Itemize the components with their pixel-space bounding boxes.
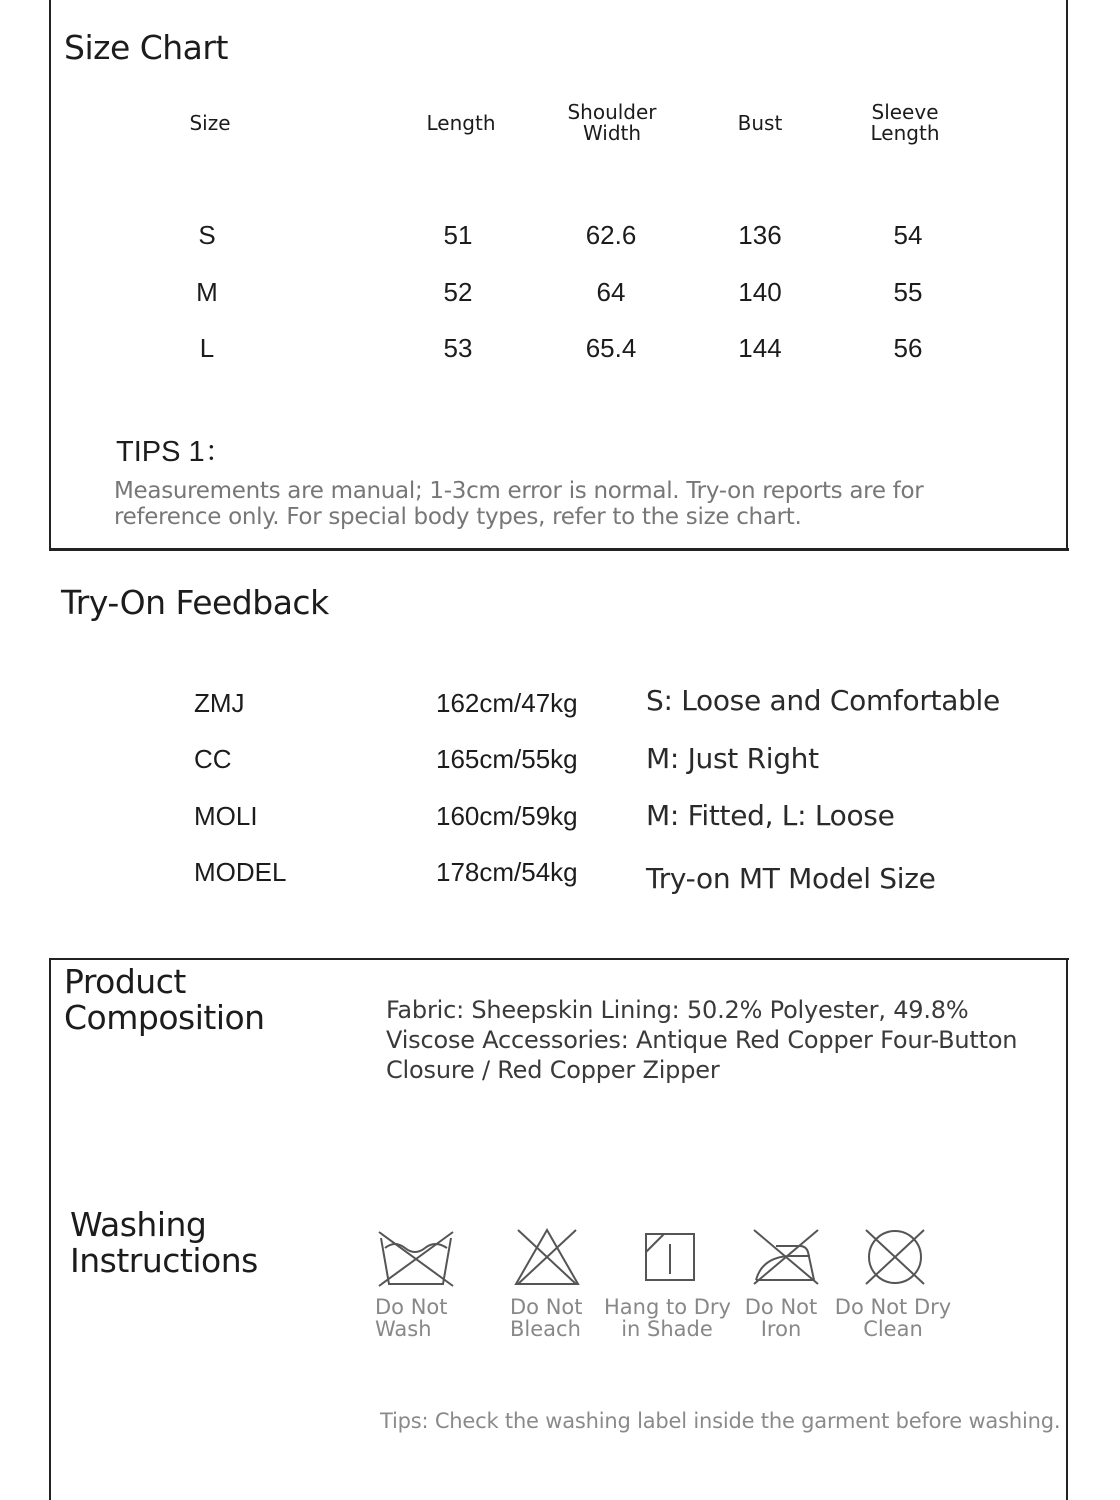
do-not-bleach-icon xyxy=(512,1226,582,1288)
table-cell: 54 xyxy=(893,220,923,250)
tester-measurements: 162cm/47kg xyxy=(436,688,578,718)
table-cell: 136 xyxy=(738,220,782,250)
composition-top-divider xyxy=(49,958,1069,960)
tester-size-note: Try-on MT Model Size xyxy=(646,862,936,895)
table-cell: 144 xyxy=(738,333,782,363)
tips-title: TIPS 1： xyxy=(116,436,234,468)
iron-label: Do Not Iron xyxy=(744,1295,818,1341)
tester-size-note: M: Just Right xyxy=(646,742,819,775)
table-cell: 53 xyxy=(443,333,473,363)
table-cell: 65.4 xyxy=(585,333,637,363)
do-not-iron-icon xyxy=(748,1226,822,1288)
table-cell: 62.6 xyxy=(585,220,637,250)
column-header-shoulder-width: Shoulder Width xyxy=(567,100,657,145)
table-cell: S xyxy=(198,220,216,250)
tester-name: CC xyxy=(194,744,232,774)
hang-dry-shade-icon xyxy=(642,1230,698,1284)
table-cell: L xyxy=(199,333,215,363)
tester-measurements: 178cm/54kg xyxy=(436,857,578,887)
dry-clean-label: Do Not Dry Clean xyxy=(834,1295,952,1341)
table-cell: 56 xyxy=(893,333,923,363)
composition-title: Product Composition xyxy=(64,962,265,1037)
tester-size-note: S: Loose and Comfortable xyxy=(646,684,1000,717)
size-chart-bottom-divider xyxy=(49,548,1069,551)
tester-measurements: 165cm/55kg xyxy=(436,744,578,774)
washing-title: Washing Instructions xyxy=(70,1205,258,1280)
tester-name: MOLI xyxy=(194,801,258,831)
table-cell: M xyxy=(196,277,218,307)
table-cell: 51 xyxy=(443,220,473,250)
tester-name: ZMJ xyxy=(194,688,245,718)
wash-label: Do Not Wash xyxy=(375,1295,448,1341)
frame-right-top xyxy=(1066,0,1068,550)
bleach-label: Do Not Bleach xyxy=(510,1295,583,1341)
tester-size-note: M: Fitted, L: Loose xyxy=(646,799,895,832)
try-on-title: Try-On Feedback xyxy=(61,583,329,622)
tester-measurements: 160cm/59kg xyxy=(436,801,578,831)
column-header-sleeve-length: Sleeve Length xyxy=(870,100,940,145)
do-not-dry-clean-icon xyxy=(862,1226,928,1288)
table-cell: 55 xyxy=(893,277,923,307)
composition-text: Fabric: Sheepskin Lining: 50.2% Polyester, 49.8% Viscose Accessories: Antique Red Copper Four-Button Closure / Red Copper Zipper xyxy=(386,996,1018,1084)
table-cell: 64 xyxy=(596,277,626,307)
hang-dry-label: Hang to Dry in Shade xyxy=(604,1295,731,1341)
frame-left-bottom xyxy=(49,958,51,1500)
washing-tip: Tips: Check the washing label inside the garment before washing. xyxy=(380,1409,1061,1433)
tips-text: Measurements are manual; 1-3cm error is normal. Try-on reports are for reference only. For special body types, refer to the size chart. xyxy=(114,478,924,530)
frame-left-top xyxy=(49,0,51,550)
tester-name: MODEL xyxy=(194,857,287,887)
table-cell: 52 xyxy=(443,277,473,307)
table-cell: 140 xyxy=(738,277,782,307)
column-header-bust: Bust xyxy=(737,111,783,135)
column-header-size: Size xyxy=(189,111,231,135)
column-header-length: Length xyxy=(426,111,496,135)
do-not-wash-icon xyxy=(375,1226,457,1290)
size-chart-title: Size Chart xyxy=(64,28,228,67)
frame-right-bottom xyxy=(1066,958,1068,1500)
